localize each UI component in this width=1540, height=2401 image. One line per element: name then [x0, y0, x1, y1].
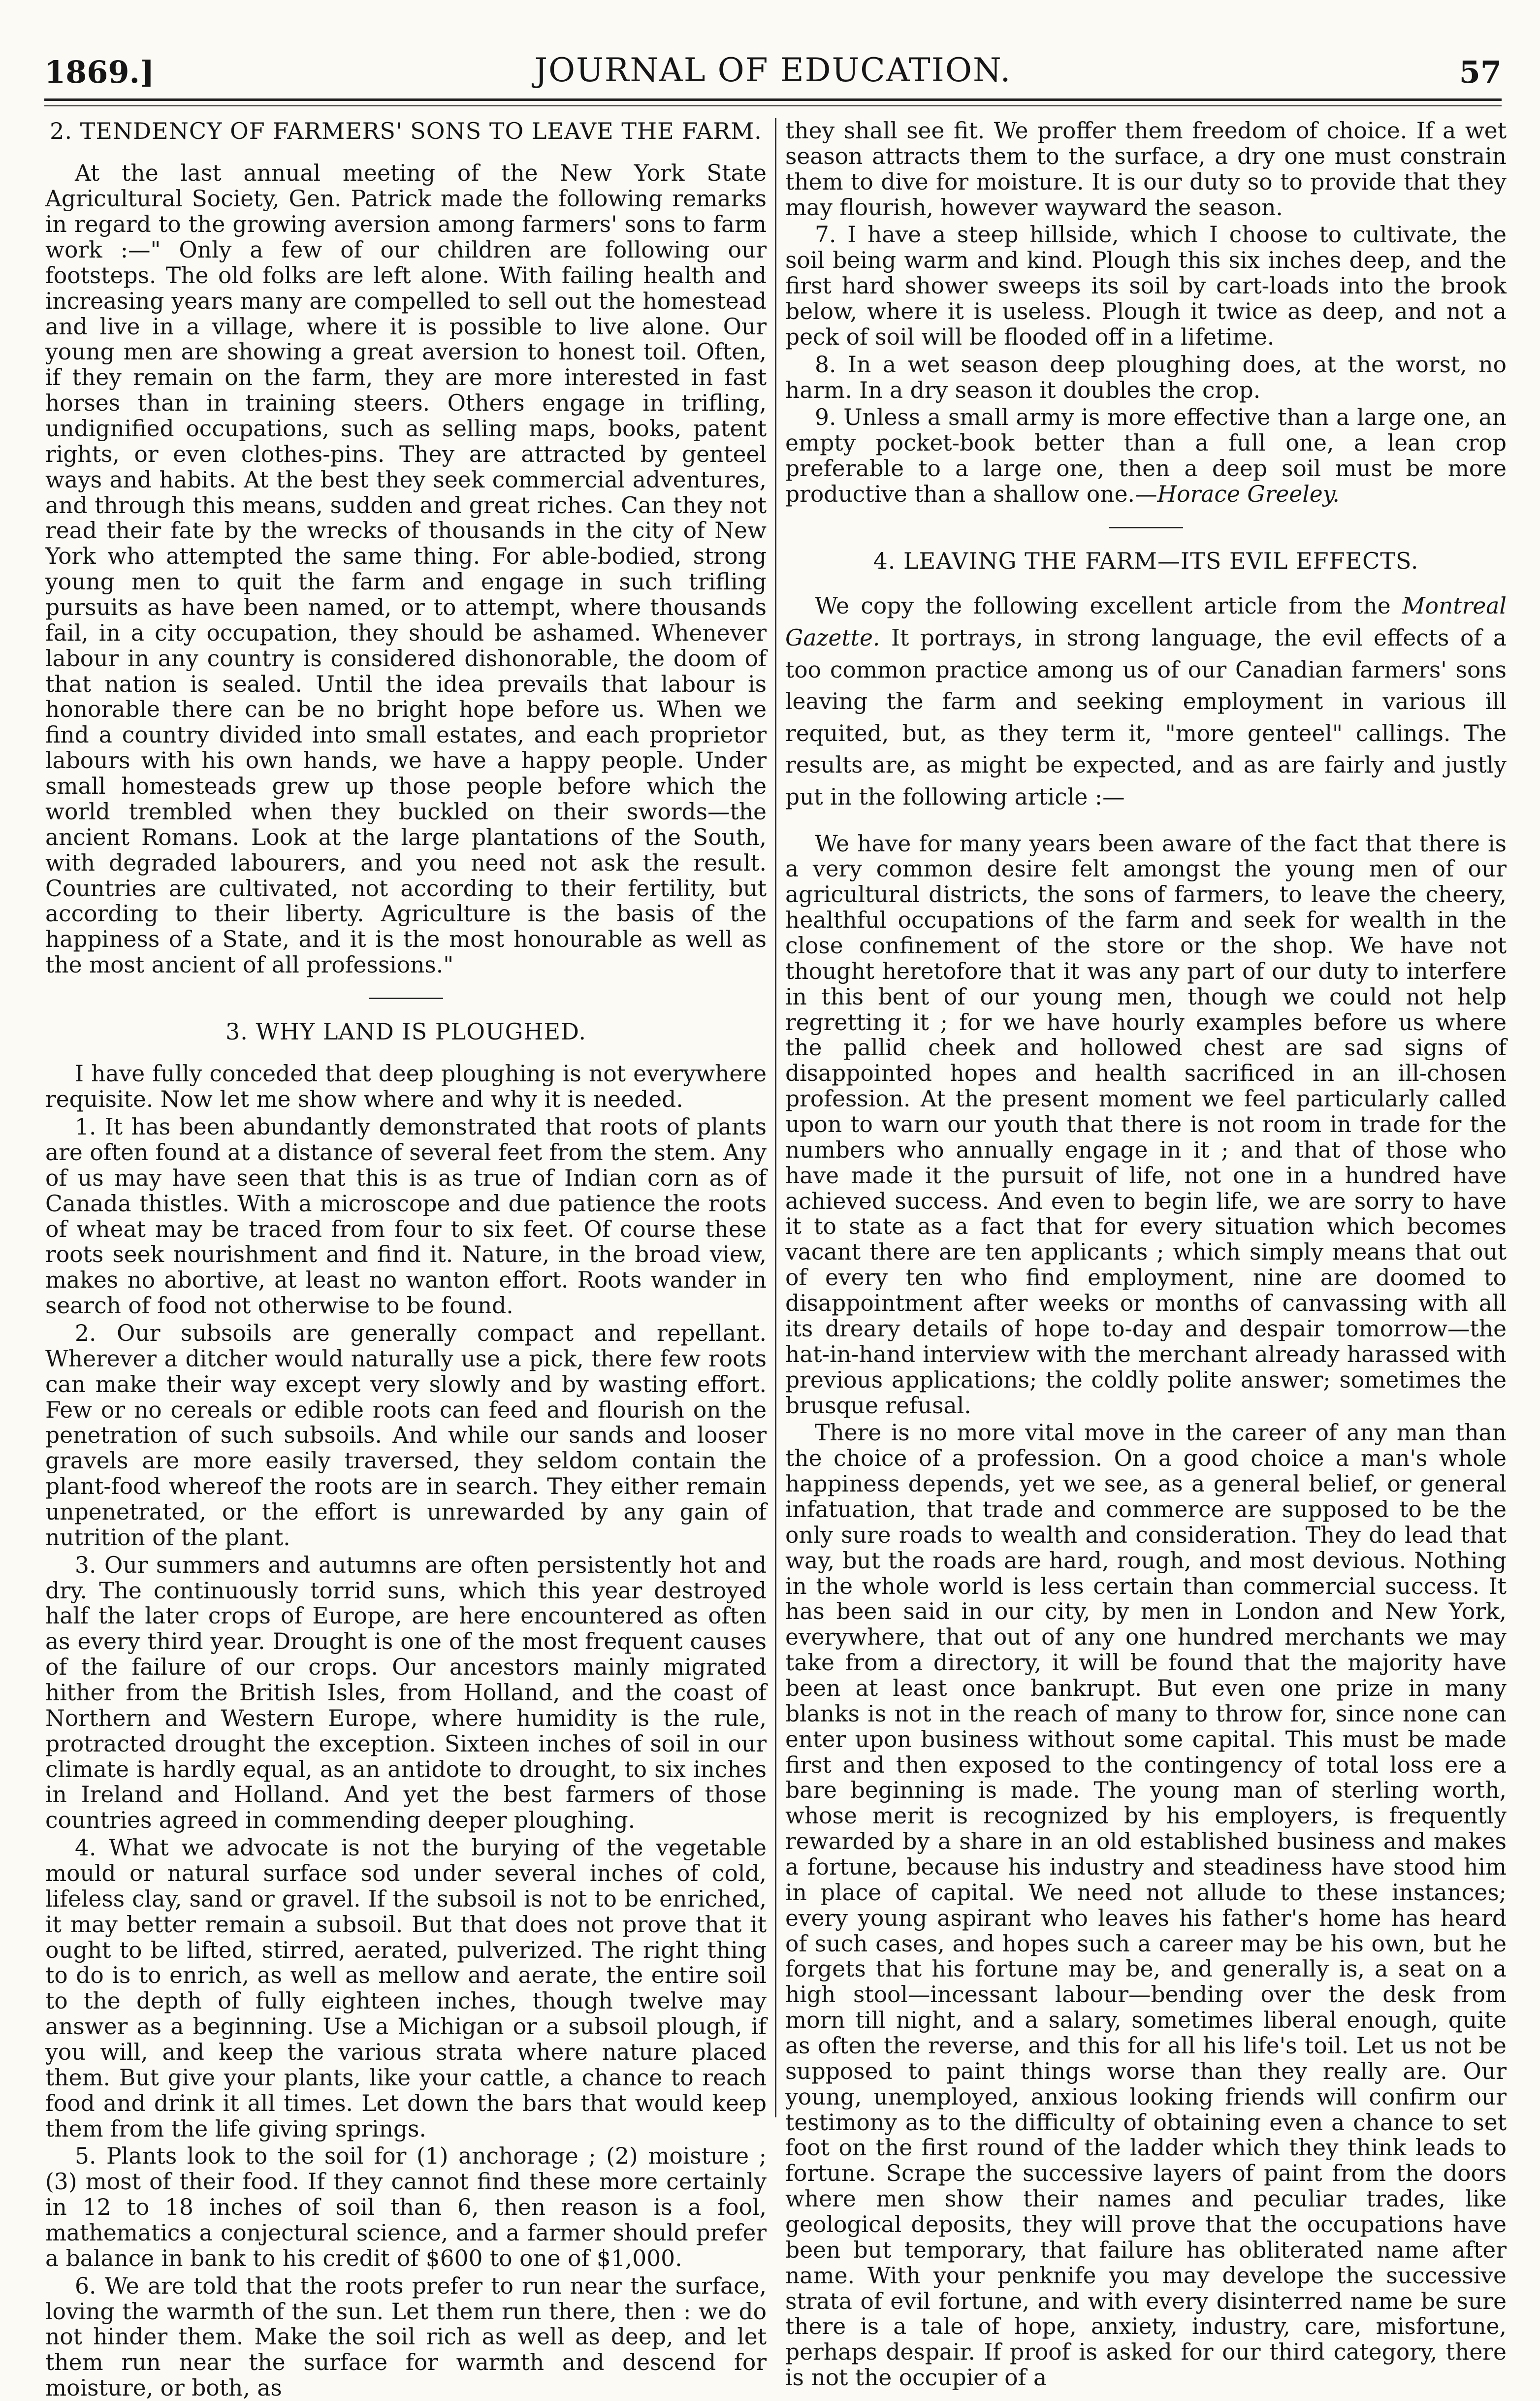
article-attribution: Horace Greeley. [1157, 481, 1340, 508]
article-title-leaving-farm: 4. LEAVING THE FARM—ITS EVIL EFFECTS. [873, 547, 1419, 574]
intro-text-after: It portrays, in strong language, the evil effects of a too common practice among us of our Canadian farmers' sons leaving the farm and seeking employment in various ill requited, but, as they term it, "more genteel" callings. The results are, as might be expected, and as are fairly and justly put in the following article :— [785, 624, 1507, 810]
article-paragraph-text: 9. Unless a small army is more effective than a large one, an empty pocket-book better than a full one, a lean crop preferable to a large one, then a deep soil must be more productive than a shallow one.— [785, 404, 1507, 508]
article-paragraph: 3. Our summers and autumns are often persistently hot and dry. The continuously torrid suns, which this year destroyed half the later crops of Europe, are here encountered as often as every third year. Drought is one of the most frequent causes of the failure of our crops. Our ancestors mainly migrated hither from the British Isles, from Holland, and the coast of Northern and Western Europe, where humidity is the rule, protracted drought the exception. Sixteen inches of soil in our climate is hardly equal, as an antidote to drought, to six inches in Ireland and Holland. And yet the best farmers of those countries agreed in commending deeper ploughing. [45, 1552, 767, 1834]
section-divider [369, 998, 443, 999]
article-paragraph: they shall see fit. We proffer them freedom of choice. If a wet season attracts them to the surface, a dry one must constrain them to dive for moisture. It is our duty so to provide that they may flourish, however wayward the season. [785, 118, 1507, 221]
article-paragraph [785, 405, 1507, 507]
article-paragraph: 7. I have a steep hillside, which I choose to cultivate, the soil being warm and kind. Plough this six inches deep, and the first hard shower sweeps its soil by cart-loads into the brook below, where it is useless. Plough it twice as deep, and not a peck of soil will be flooded off in a lifetime. [785, 222, 1507, 350]
right-column [785, 118, 1507, 2391]
article-paragraph: 6. We are told that the roots prefer to run near the surface, loving the warmth of the sun. Let them run there, then : we do not hinder them. Make the soil rich as well as deep, and let them run near the surface for warmth and descend for moisture, or both, as [45, 2272, 767, 2401]
article-paragraph: I have fully conceded that deep ploughing is not everywhere requisite. Now let me show where and why it is needed. [45, 1061, 767, 1113]
section-divider [1109, 527, 1183, 528]
article-paragraph: 1. It has been abundantly demonstrated that roots of plants are often found at a distance of several feet from the stem. Any of us may have seen that this is as true of Indian corn as of Canada thistles. With a microscope and due patience the roots of wheat may be traced from four to six feet. Of course these roots seek nourishment and find it. Nature, in the broad view, makes no abortive, at least no wanton effort. Roots wander in search of food not otherwise to be found. [45, 1114, 767, 1319]
article-paragraph: 5. Plants look to the soil for (1) anchorage ; (2) moisture ; (3) most of their food. If they cannot find these more certainly in 12 to 18 inches of soil than 6, then reason is a fool, mathematics a conjectural science, and a farmer should prefer a balance in bank to his credit of $600 to one of $1,000. [45, 2143, 767, 2271]
article-intro [785, 590, 1507, 813]
page-number: 57 [1459, 54, 1502, 90]
article-paragraph: At the last annual meeting of the New York State Agricultural Society, Gen. Patrick made the following remarks in regard to the growing aversion among farmers' sons to farm work :—" Only a few of our children are following our footsteps. The old folks are left alone. With failing health and increasing years many are compelled to sell out the homestead and live in a village, where it is possible to live alone. Our young men are showing a great aversion to honest toil. Often, if they remain on the farm, they are more interested in fast horses than in training steers. Others engage in trifling, undignified occupations, such as selling maps, books, patent rights, or even clothes-pins. They are attracted by genteel ways and habits. At the best they seek commercial adventures, and through this means, sudden and great riches. Can they not read their fate by the wrecks of thousands in the city of New York who attempted the same thing. For able-bodied, strong young men to quit the farm and engage in such trifling pursuits as have been named, or to attempt, where thousands fail, in a city occupation, they should be ashamed. Whenever labour in any country is considered dishonorable, the doom of that nation is sealed. Until the idea prevails that labour is honorable there can be no bright hope before us. When we find a country divided into small estates, and each proprietor labours with his own hands, we have a happy people. Under small homesteads grew up those people before which the world trembled when they buckled on their swords—the ancient Romans. Look at the large plantations of the South, with degraded labourers, and you need not ask the result. Countries are cultivated, not according to their fertility, but according to their liberty. Agriculture is the basis of the happiness of a State, and it is the most honourable as well as the most ancient of all professions." [45, 160, 767, 978]
article-title-farmers-sons: 2. TENDENCY OF FARMERS' SONS TO LEAVE THE FARM. [50, 118, 762, 144]
article-paragraph: We have for many years been aware of the fact that there is a very common desire felt amongst the young men of our agricultural districts, the sons of farmers, to leave the cheery, healthful occupations of the farm and seek for wealth in the close confinement of the store or the shop. We have not thought heretofore that it was any part of our duty to interfere in this bent of our young men, though we could not help regretting it ; for we have hourly examples before us where the pallid cheek and hollowed chest are sad signs of disappointed hopes and health sacrificed in an ill-chosen profession. At the present moment we feel particularly called upon to warn our youth that there is not room in trade for the numbers who annually engage in it ; and that of those who have made it the pursuit of life, not one in a hundred have achieved success. And even to begin life, we are sorry to have it to state as a fact that for every situation which becomes vacant there are ten applicants ; which simply means that out of every ten who find employment, nine are doomed to disappointment after weeks or months of canvassing with all its dreary details of hope to-day and despair tomorrow—the hat-in-hand interview with the merchant already harassed with previous applications; the coldly polite answer; sometimes the brusque refusal. [785, 830, 1507, 1419]
left-column [45, 118, 767, 2401]
article-paragraph: 2. Our subsoils are generally compact and repellant. Wherever a ditcher would naturally use a pick, there few roots can make their way except very slowly and by wasting effort. Few or no cereals or edible roots can feed and flourish on the penetration of such subsoils. And while our sands and looser gravels are more easily traversed, they seldom contain the plant-food whereof the roots are in search. They either remain unpenetrated, or the effort is unrewarded by any gain of nutrition of the plant. [45, 1320, 767, 1551]
journal-title: JOURNAL OF EDUCATION. [534, 51, 1012, 89]
header-year: 1869.] [44, 54, 155, 90]
header-rule [44, 98, 1502, 101]
article-paragraph: There is no more vital move in the career of any man than the choice of a profession. On a good choice a man's whole happiness depends, yet we see, as a general belief, or general infatuation, that trade and commerce are supposed to be the only sure roads to wealth and consideration. They do lead that way, but the roads are hard, rough, and most devious. Nothing in the whole world is less certain than commercial success. It has been said in our city, by men in London and New York, everywhere, that out of any one hundred merchants we may take from a directory, it will be found that the majority have been at least once bankrupt. But even one prize in many blanks is not in the reach of many to throw for, since none can enter upon business without some capital. This must be made first and then exposed to the contingency of total loss ere a bare beginning is made. The young man of sterling worth, whose merit is recognized by his employers, is frequently rewarded by a share in an old established business and makes a fortune, because his industry and steadiness have stood him in place of capital. We need not allude to these instances; every young aspirant who leaves his father's home has heard of such cases, and hopes such a career may be his own, but he forgets that his fortune may be, and generally is, a seat on a high stool—incessant labour—bending over the desk from morn till night, and a salary, sometimes liberal enough, quite as often the reverse, and this for all his life's toil. Let us not be supposed to paint things worse than they really are. Our young, unemployed, anxious looking friends will confirm our testimony as to the difficulty of obtaining even a chance to set foot on the first round of the ladder which they think leads to fortune. Scrape the successive layers of paint from the doors where men show their names and peculiar trades, like geological deposits, they will prove that the occupations have been but temporary, that failure has obliterated name after name. With your penknife you may develope the successive strata of evil fortune, and with every disinterred name be sure there is a tale of hope, anxiety, industry, care, misfortune, perhaps despair. If proof is asked for our third category, there is not the occupier of a [785, 1420, 1507, 2391]
page-header [44, 20, 1502, 94]
source-publication: Montreal Gazette. [785, 593, 1507, 651]
intro-paragraph [785, 590, 1507, 813]
article-title-why-ploughed: 3. WHY LAND IS PLOUGHED. [225, 1018, 586, 1045]
column-separator [775, 118, 776, 2117]
article-paragraph: 4. What we advocate is not the burying of the vegetable mould or natural surface sod under several inches of cold, lifeless clay, sand or gravel. If the subsoil is not to be enriched, it may better remain a subsoil. But that does not prove that it ought to be lifted, stirred, aerated, pulverized. The right thing to do is to enrich, as well as mellow and aerate, the entire soil to the depth of fully eighteen inches, though twelve may answer as a beginning. Use a Michigan or a subsoil plough, if you will, and keep the various strata where nature placed them. But give your plants, like your cattle, a chance to reach food and drink it all times. Let down the bars that would keep them from the life giving springs. [45, 1835, 767, 2142]
intro-text-before: We copy the following excellent article from the [815, 593, 1403, 619]
header-rule-thin [44, 105, 1502, 106]
article-paragraph: 8. In a wet season deep ploughing does, at the worst, no harm. In a dry season it doubles the crop. [785, 351, 1507, 403]
